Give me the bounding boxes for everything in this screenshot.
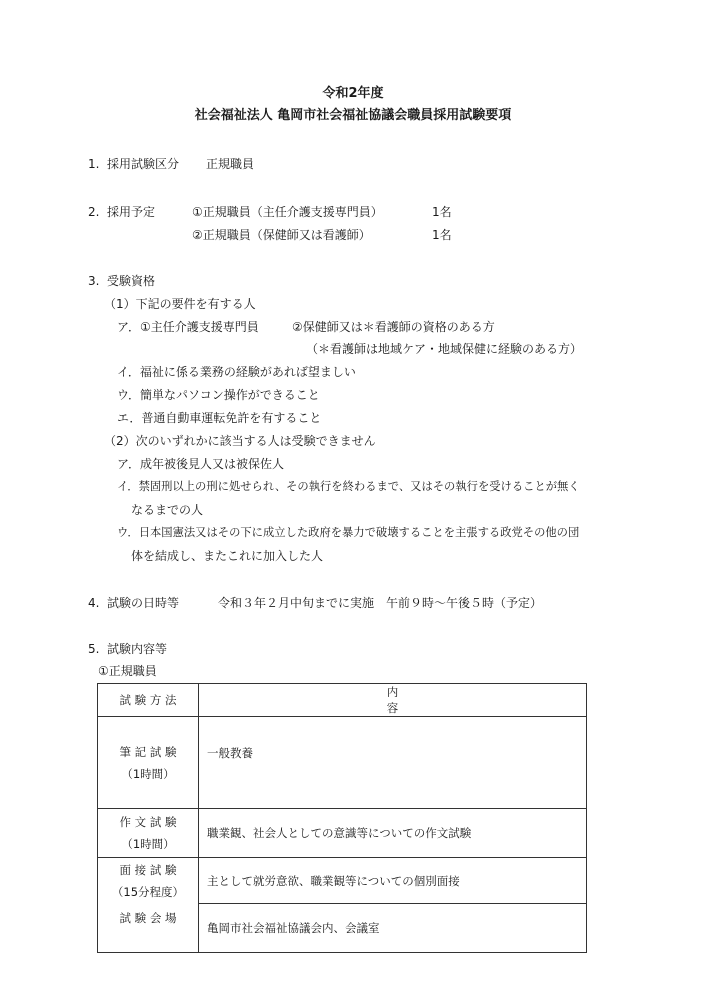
disqualification-sub-2: （2）次のいずれかに該当する人は受験できません bbox=[104, 434, 376, 448]
disqualification-u-line1: ウ．日本国憲法又はその下に成立した政府を暴力で破壊することを主張する政党その他の団 bbox=[117, 526, 580, 539]
recruit-count-1: 1名 bbox=[432, 205, 452, 219]
header-method: 試 験 方 法 bbox=[98, 684, 199, 717]
recruit-item-1: ①正規職員（主任介護支援専門員） bbox=[192, 205, 383, 219]
section-4-number: 4. bbox=[88, 596, 100, 610]
method-label: 面 接 試 験 bbox=[119, 862, 177, 877]
section-3-number: 3. bbox=[88, 274, 100, 288]
requirement-a-2: ②保健師又は＊看護師の資格のある方 bbox=[292, 320, 495, 334]
requirement-u: ウ．簡単なパソコン操作ができること bbox=[117, 388, 320, 402]
section-5-sub: ①正規職員 bbox=[98, 664, 157, 678]
disqualification-i-line1: イ．禁固刑以上の刑に処せられ、その執行を終わるまで、又はその執行を受けることが無く bbox=[117, 480, 580, 493]
requirement-e: エ．普通自動車運転免許を有すること bbox=[117, 411, 322, 425]
table-row bbox=[98, 717, 587, 809]
method-cell bbox=[98, 809, 199, 858]
requirement-a-note: （＊看護師は地域ケア・地域保健に経験のある方） bbox=[306, 342, 583, 356]
table-row bbox=[98, 809, 587, 858]
disqualification-i-line2: なるまでの人 bbox=[131, 503, 204, 517]
disqualification-a: ア．成年被後見人又は被保佐人 bbox=[117, 457, 285, 471]
table-header-row bbox=[98, 684, 587, 717]
table-row bbox=[98, 858, 587, 904]
document-title-year: 令和2年度 bbox=[322, 86, 384, 101]
section-5-heading: 試験内容等 bbox=[107, 642, 168, 656]
content-cell: 一般教養 bbox=[199, 717, 587, 809]
exam-table bbox=[97, 683, 587, 953]
requirement-a-1: ア．①主任介護支援専門員 bbox=[117, 320, 259, 334]
method-duration: （15分程度） bbox=[111, 884, 185, 899]
requirement-sub-1: （1）下記の要件を有する人 bbox=[104, 297, 256, 311]
method-duration: （1時間） bbox=[121, 837, 175, 851]
section-1-value: 正規職員 bbox=[206, 157, 255, 171]
table-row bbox=[98, 904, 587, 953]
method-label: 筆 記 試 験 bbox=[119, 744, 177, 759]
method-label: 作 文 試 験 bbox=[119, 815, 177, 829]
section-1-number: 1. bbox=[88, 157, 100, 171]
method-cell bbox=[98, 904, 199, 953]
section-1-heading: 採用試験区分 bbox=[107, 157, 180, 171]
method-cell bbox=[98, 717, 199, 809]
content-cell: 主として就労意欲、職業観等についての個別面接 bbox=[199, 858, 587, 904]
content-cell: 亀岡市社会福祉協議会内、会議室 bbox=[199, 904, 587, 953]
recruit-count-2: 1名 bbox=[432, 228, 452, 242]
recruit-item-2: ②正規職員（保健師又は看護師） bbox=[192, 228, 371, 242]
disqualification-u-line2: 体を結成し、またこれに加入した人 bbox=[131, 549, 324, 563]
method-label: 試 験 会 場 bbox=[119, 910, 177, 925]
header-content: 内容 bbox=[199, 684, 587, 717]
method-duration: （1時間） bbox=[121, 766, 175, 781]
requirement-i: イ．福祉に係る業務の経験があれば望ましい bbox=[117, 365, 356, 379]
method-cell bbox=[98, 858, 199, 904]
section-3-heading: 受験資格 bbox=[107, 274, 156, 288]
content-cell: 職業観、社会人としての意識等についての作文試験 bbox=[199, 809, 587, 858]
section-5-number: 5. bbox=[88, 642, 100, 656]
section-4-heading: 試験の日時等 bbox=[107, 596, 180, 610]
section-2-number: 2. bbox=[88, 205, 100, 219]
document-title: 社会福祉法人 亀岡市社会福祉協議会職員採用試験要項 bbox=[194, 108, 512, 123]
section-4-value: 令和３年２月中旬までに実施 午前９時～午後５時（予定） bbox=[218, 596, 543, 610]
section-2-heading: 採用予定 bbox=[107, 205, 156, 219]
